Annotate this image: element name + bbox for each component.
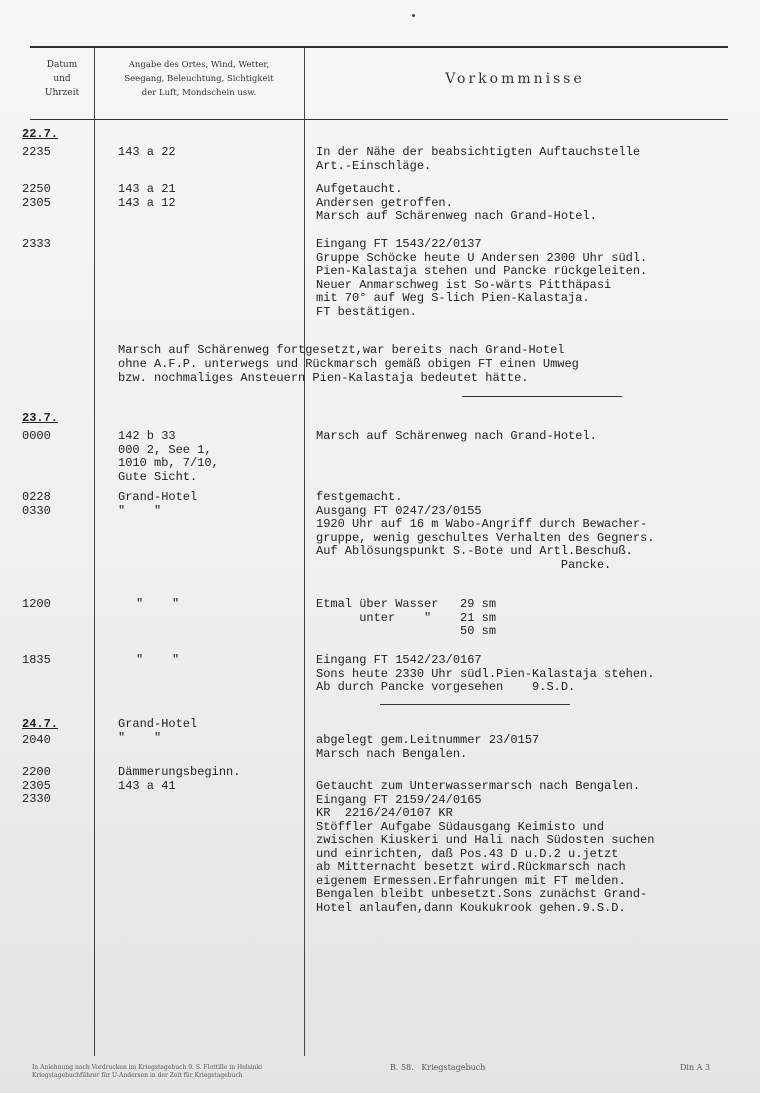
entry-time: 1200 (22, 597, 51, 611)
entry-date: 24.7. (22, 717, 59, 731)
entry-time: 2235 (22, 145, 51, 159)
entry-time: 1835 (22, 653, 51, 667)
entry-time: 2200 2305 2330 (22, 765, 51, 806)
top-rule (30, 46, 728, 48)
entry-place: 143 a 21 143 a 12 (118, 182, 176, 210)
entry-text: Marsch auf Schärenweg nach Grand-Hotel. (316, 429, 597, 443)
entry-text: abgelegt gem.Leitnummer 23/0157 Marsch nach Bengalen. (316, 733, 540, 761)
column-divider-1 (94, 48, 95, 1056)
entry-time: 2040 (22, 733, 51, 747)
entry-place: Grand-Hotel " " (118, 490, 198, 518)
header-rule (30, 119, 728, 120)
entry-text: Getaucht zum Unterwassermarsch nach Bengalen. Eingang FT 2159/24/0165 KR 2216/24/0107 KR Stöffler Aufgabe Südausgang Keimisto und zwischen Kiuskeri und Hali nach Südosten suchen und einrichten, daß Pos.43 D u.D.2 u.jetzt ab Mitternacht besetzt wird.Rückmarsch nach eigenem Ermessen.Erfahrungen mit FT melden. Bengalen bleibt unbesetzt.Sons zunächst Grand- Hotel anlaufen,dann Koukukrook gehen.9.S.D. (316, 779, 655, 915)
entry-text: Eingang FT 1543/22/0137 Gruppe Schöcke heute U Andersen 2300 Uhr südl. Pien-Kalastaja stehen und Pancke rückgeleiten. Neuer Anmarschweg ist So-wärts Pitthäpasi mit 70° auf Weg S-lich Pien-Kalastaja. FT bestätigen. (316, 237, 648, 319)
entry-place: 143 a 22 (118, 145, 176, 159)
entry-date: 22.7. (22, 127, 59, 141)
entry-text: festgemacht. Ausgang FT 0247/23/0155 1920 Uhr auf 16 m Wabo-Angriff durch Bewacher- gruppe, wenig geschultes Verhalten des Gegners. Auf Ablösungspunkt S.-Bote und Artl.Beschuß. Pancke. (316, 490, 655, 572)
footer-paper-size: Din A 3 (680, 1063, 711, 1072)
header-location-weather: Angabe des Ortes, Wind, Wetter, Seegang, Beleuchtung, Sichtigkeit der Luft, Mondschein usw. (124, 60, 274, 98)
entry-text: Etmal über Wasser 29 sm unter " 21 sm 50 sm (316, 597, 497, 638)
header-date-time: Datum und Uhrzeit (44, 60, 80, 98)
top-mark (412, 14, 415, 17)
entry-place: Dämmerungsbeginn. 143 a 41 (118, 765, 241, 793)
entry-time: 2250 2305 (22, 182, 51, 210)
entry-place: Grand-Hotel " " (118, 717, 198, 745)
entry-text: In der Nähe der beabsichtigten Auftauchstelle Art.-Einschläge. (316, 145, 641, 173)
entry-time: 2333 (22, 237, 51, 251)
column-divider-2 (304, 48, 305, 1056)
entry-place: " " (136, 597, 180, 611)
footer-form-number: B. 58. Kriegstagebuch (390, 1063, 486, 1072)
separator-line (462, 396, 622, 397)
entry-text: Eingang FT 1542/23/0167 Sons heute 2330 Uhr südl.Pien-Kalastaja stehen. Ab durch Pancke vorgesehen 9.S.D. (316, 653, 655, 694)
entry-place: " " (136, 653, 180, 667)
entry-note: Marsch auf Schärenweg fortgesetzt,war bereits nach Grand-Hotel ohne A.F.P. unterwegs und Rückmarsch gemäß obigen FT einen Umweg bzw. nochmaliges Ansteuern Pien-Kalastaja bedeutet hätte. (118, 343, 579, 385)
header-events: Vorkommnisse (445, 71, 585, 87)
entry-time: 0228 0330 (22, 490, 51, 518)
entry-date: 23.7. (22, 411, 59, 425)
footer-imprint: In Anlehnung nach Vordrucken im Kriegstagebuch 9. S. Flottille in Helsinki Kriegstagebuchführer für U-Andersen in der Zeit für Kriegstagebuch (32, 1064, 263, 1079)
separator-line (380, 704, 570, 705)
entry-place: 142 b 33 000 2, See 1, 1010 mb, 7/10, Gute Sicht. (118, 429, 219, 484)
entry-time: 0000 (22, 429, 51, 443)
entry-text: Aufgetaucht. Andersen getroffen. Marsch auf Schärenweg nach Grand-Hotel. (316, 182, 597, 223)
